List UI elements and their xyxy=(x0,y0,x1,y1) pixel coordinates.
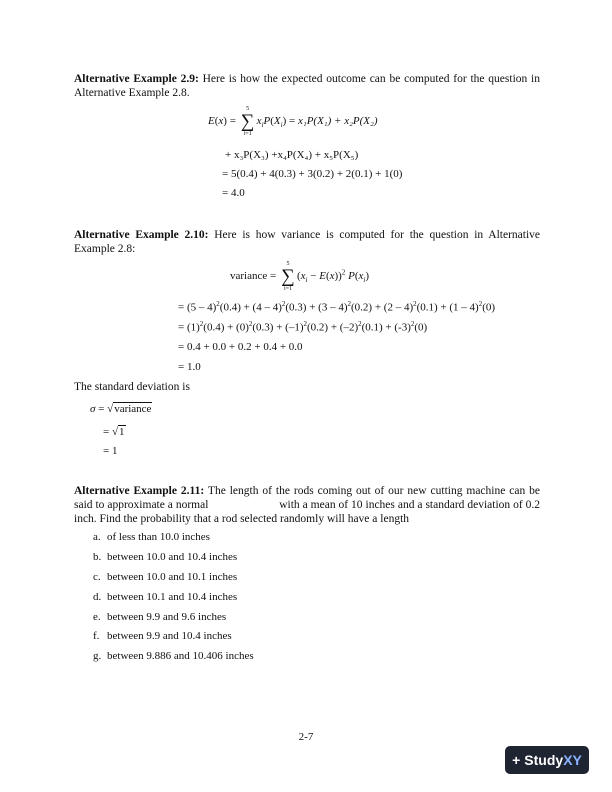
badge-label: Study xyxy=(524,752,564,768)
variance-line-4: = 0.4 + 0.0 + 0.2 + 0.4 + 0.0 xyxy=(178,341,303,353)
sqrt-variance: variance xyxy=(114,403,152,415)
example-heading: Alternative Example 2.9: xyxy=(74,73,199,85)
studyxy-badge[interactable] xyxy=(505,746,589,774)
variance-line-5: = 1.0 xyxy=(178,361,201,373)
badge-label-accent: XY xyxy=(563,752,582,768)
example-heading: Alternative Example 2.11: xyxy=(74,485,205,497)
example-2-10-paragraph xyxy=(74,228,540,256)
variance-line-2: = (5 – 4)$^2$(0.4) + (4 – 4)$^2$(0.3) + (3 – 4)$^2$(0.2) + (2 – 4)$^2$(0.1) + (1 – 4)$^2$(0) xyxy=(178,300,496,314)
list-item: a. of less than 10.0 inches xyxy=(93,531,210,543)
example-text: Here is how the expected outcome can be computed for the question in Alternative Example 2.8. xyxy=(74,73,540,99)
example-text: Here is how variance is computed for the question in Alternative Example 2.8: xyxy=(74,229,541,255)
sigma-line-3: = 1 xyxy=(103,445,118,457)
example-heading: Alternative Example 2.10: xyxy=(74,229,209,241)
plus-icon: + xyxy=(512,752,521,768)
variance-label: variance xyxy=(230,270,268,283)
page-number: 2-7 xyxy=(298,731,314,743)
sqrt-one: 1 xyxy=(119,426,125,438)
variance-formula: variance = 5 ∑ i=1 $(x_i - E(x))^2$ $P(x_i)$ xyxy=(230,261,369,292)
summation-symbol: 5 ∑ i=1 xyxy=(240,106,255,137)
list-item: f. between 9.9 and 10.4 inches xyxy=(93,630,232,642)
list-item: g. between 9.886 and 10.406 inches xyxy=(93,650,254,662)
list-item: c. between 10.0 and 10.1 inches xyxy=(93,571,238,583)
list-item: b. between 10.0 and 10.4 inches xyxy=(93,551,238,563)
expected-value-rhs: x₁P(X₁) + x₂P(X₂) xyxy=(297,115,378,128)
variance-line-3: = $(1)^2(0.4) + (0)^2(0.3) + (-1)^2(0.2) + (-2)^2(0.1) + (-3)^2(0)$ xyxy=(178,320,428,334)
example-2-11-paragraph xyxy=(74,484,543,526)
example-text: The length of the rods coming out of our new cutting machine can be said to approximate a normal with a mean of 10 inches and a standard deviation of 0.2 inch. Find the probability that a rod selected randomly will have a length xyxy=(74,485,543,525)
standard-deviation-text: The standard deviation is xyxy=(74,381,190,393)
list-item: e. between 9.9 and 9.6 inches xyxy=(93,611,227,623)
sigma-line-2: = √1 xyxy=(103,426,125,438)
example-2-9-paragraph xyxy=(74,72,540,100)
summation-symbol: 5 ∑ i=1 xyxy=(281,261,295,292)
expected-value-formula: E(x) = 5 ∑ i=1 $x_iP(X_i) = x_1P(X_1) + x_2P(X_2)$ xyxy=(208,106,378,137)
expected-value-line-2: + x₃P(X₃) +x₄P(X₄) + x₅P(X₅) xyxy=(225,149,359,161)
expected-value-line-4: = 4.0 xyxy=(222,187,245,199)
expected-value-line-3: = 5(0.4) + 4(0.3) + 3(0.2) + 2(0.1) + 1(0) xyxy=(222,168,403,180)
sigma-formula: σ = √variance xyxy=(90,403,152,415)
list-item: d. between 10.1 and 10.4 inches xyxy=(93,591,238,603)
